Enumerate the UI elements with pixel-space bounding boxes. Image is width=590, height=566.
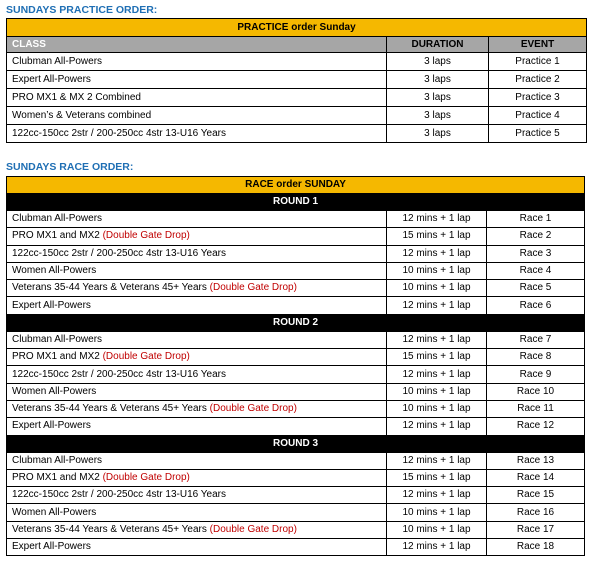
race-row bbox=[7, 400, 585, 417]
race-event-cell: Race 10 bbox=[487, 383, 585, 400]
race-row bbox=[7, 452, 585, 469]
practice-banner: PRACTICE order Sunday bbox=[7, 19, 587, 37]
practice-event-cell: Practice 1 bbox=[489, 53, 587, 71]
round-title: ROUND 2 bbox=[7, 314, 585, 331]
race-duration-cell: 10 mins + 1 lap bbox=[387, 262, 487, 279]
race-class-cell bbox=[7, 452, 387, 469]
round-header-row bbox=[7, 314, 585, 331]
race-class-cell bbox=[7, 228, 387, 245]
race-event-cell: Race 8 bbox=[487, 349, 585, 366]
race-class-cell bbox=[7, 262, 387, 279]
race-event-cell: Race 15 bbox=[487, 487, 585, 504]
practice-duration-cell: 3 laps bbox=[387, 89, 489, 107]
race-event-cell: Race 3 bbox=[487, 245, 585, 262]
practice-event-cell: Practice 4 bbox=[489, 107, 587, 125]
race-duration-cell: 12 mins + 1 lap bbox=[387, 297, 487, 314]
race-class-text: Women All-Powers bbox=[12, 385, 97, 397]
race-row bbox=[7, 245, 585, 262]
race-event-cell: Race 1 bbox=[487, 211, 585, 228]
practice-row bbox=[7, 89, 587, 107]
race-event-cell: Race 17 bbox=[487, 521, 585, 538]
race-duration-cell: 10 mins + 1 lap bbox=[387, 504, 487, 521]
race-event-cell: Race 16 bbox=[487, 504, 585, 521]
race-class-cell bbox=[7, 366, 387, 383]
race-duration-cell: 10 mins + 1 lap bbox=[387, 280, 487, 297]
practice-duration-cell: 3 laps bbox=[387, 107, 489, 125]
header-class: CLASS bbox=[7, 37, 387, 53]
practice-duration-cell: 3 laps bbox=[387, 71, 489, 89]
race-event-cell: Race 7 bbox=[487, 331, 585, 348]
race-class-text: Clubman All-Powers bbox=[12, 454, 103, 466]
header-event: EVENT bbox=[489, 37, 587, 53]
race-row bbox=[7, 504, 585, 521]
race-row bbox=[7, 349, 585, 366]
double-gate-drop-note: (Double Gate Drop) bbox=[102, 472, 190, 483]
race-class-text: Expert All-Powers bbox=[12, 420, 91, 432]
race-class-text: Veterans 35-44 Years & Veterans 45+ Years bbox=[12, 523, 210, 535]
race-class-text: Veterans 35-44 Years & Veterans 45+ Years bbox=[12, 403, 210, 415]
race-event-cell: Race 13 bbox=[487, 452, 585, 469]
race-event-cell: Race 12 bbox=[487, 418, 585, 435]
race-event-cell: Race 6 bbox=[487, 297, 585, 314]
race-table bbox=[6, 176, 585, 556]
race-row bbox=[7, 487, 585, 504]
race-class-text: Clubman All-Powers bbox=[12, 213, 103, 225]
race-duration-cell: 10 mins + 1 lap bbox=[387, 400, 487, 417]
double-gate-drop-note: (Double Gate Drop) bbox=[209, 282, 297, 294]
race-row bbox=[7, 228, 585, 245]
practice-header-row bbox=[7, 37, 587, 53]
race-class-cell bbox=[7, 245, 387, 262]
practice-table bbox=[6, 18, 587, 143]
race-class-text: Women All-Powers bbox=[12, 506, 97, 518]
practice-class-cell: Clubman All-Powers bbox=[7, 53, 387, 71]
practice-class-cell: 122cc-150cc 2str / 200-250cc 4str 13-U16 Years bbox=[7, 125, 387, 143]
race-class-cell bbox=[7, 539, 387, 556]
race-row bbox=[7, 211, 585, 228]
race-class-text: Expert All-Powers bbox=[12, 299, 91, 311]
race-row bbox=[7, 280, 585, 297]
race-duration-cell: 12 mins + 1 lap bbox=[387, 539, 487, 556]
race-class-text: PRO MX1 and MX2 bbox=[12, 351, 103, 363]
race-class-cell bbox=[7, 349, 387, 366]
practice-event-cell: Practice 2 bbox=[489, 71, 587, 89]
race-duration-cell: 15 mins + 1 lap bbox=[387, 469, 487, 486]
race-event-cell: Race 14 bbox=[487, 469, 585, 486]
practice-row bbox=[7, 53, 587, 71]
practice-class-cell: Women’s & Veterans combined bbox=[7, 107, 387, 125]
race-row bbox=[7, 297, 585, 314]
race-row bbox=[7, 418, 585, 435]
race-duration-cell: 12 mins + 1 lap bbox=[387, 418, 487, 435]
race-event-cell: Race 11 bbox=[487, 400, 585, 417]
race-class-text: 122cc-150cc 2str / 200-250cc 4str 13-U16 Years bbox=[12, 247, 227, 259]
race-event-cell: Race 5 bbox=[487, 280, 585, 297]
practice-duration-cell: 3 laps bbox=[387, 53, 489, 71]
practice-row bbox=[7, 71, 587, 89]
race-section-title: SUNDAYS RACE ORDER: bbox=[6, 161, 134, 173]
race-row bbox=[7, 469, 585, 486]
race-class-cell bbox=[7, 400, 387, 417]
race-row bbox=[7, 331, 585, 348]
practice-section-title: SUNDAYS PRACTICE ORDER: bbox=[6, 4, 158, 16]
race-duration-cell: 12 mins + 1 lap bbox=[387, 331, 487, 348]
race-duration-cell: 15 mins + 1 lap bbox=[387, 228, 487, 245]
race-class-cell bbox=[7, 280, 387, 297]
race-row bbox=[7, 262, 585, 279]
practice-event-cell: Practice 3 bbox=[489, 89, 587, 107]
race-class-text: PRO MX1 and MX2 bbox=[12, 230, 103, 242]
race-duration-cell: 12 mins + 1 lap bbox=[387, 452, 487, 469]
double-gate-drop-note: (Double Gate Drop) bbox=[209, 523, 297, 535]
race-event-cell: Race 18 bbox=[487, 539, 585, 556]
double-gate-drop-note: (Double Gate Drop) bbox=[209, 403, 297, 415]
race-event-cell: Race 4 bbox=[487, 262, 585, 279]
round-header-row bbox=[7, 435, 585, 452]
race-banner: RACE order SUNDAY bbox=[7, 177, 585, 194]
round-title: ROUND 3 bbox=[7, 435, 585, 452]
header-duration: DURATION bbox=[387, 37, 489, 53]
race-class-text: 122cc-150cc 2str / 200-250cc 4str 13-U16 Years bbox=[12, 368, 227, 380]
race-class-cell bbox=[7, 331, 387, 348]
race-row bbox=[7, 521, 585, 538]
race-class-text: Clubman All-Powers bbox=[12, 333, 103, 345]
race-class-cell bbox=[7, 211, 387, 228]
race-duration-cell: 12 mins + 1 lap bbox=[387, 245, 487, 262]
practice-duration-cell: 3 laps bbox=[387, 125, 489, 143]
race-class-cell bbox=[7, 418, 387, 435]
race-row bbox=[7, 539, 585, 556]
race-class-cell bbox=[7, 504, 387, 521]
practice-banner-row bbox=[7, 19, 587, 37]
race-class-cell bbox=[7, 487, 387, 504]
race-row bbox=[7, 366, 585, 383]
double-gate-drop-note: (Double Gate Drop) bbox=[102, 351, 190, 363]
race-duration-cell: 12 mins + 1 lap bbox=[387, 487, 487, 504]
practice-class-cell: Expert All-Powers bbox=[7, 71, 387, 89]
race-class-cell bbox=[7, 521, 387, 538]
race-class-text: Women All-Powers bbox=[12, 265, 97, 277]
race-class-text: 122cc-150cc 2str / 200-250cc 4str 13-U16 Years bbox=[12, 489, 227, 501]
race-row bbox=[7, 383, 585, 400]
double-gate-drop-note: (Double Gate Drop) bbox=[102, 230, 190, 242]
race-duration-cell: 15 mins + 1 lap bbox=[387, 349, 487, 366]
race-event-cell: Race 9 bbox=[487, 366, 585, 383]
practice-class-cell: PRO MX1 & MX 2 Combined bbox=[7, 89, 387, 107]
race-duration-cell: 12 mins + 1 lap bbox=[387, 366, 487, 383]
practice-event-cell: Practice 5 bbox=[489, 125, 587, 143]
race-class-cell bbox=[7, 469, 387, 486]
race-duration-cell: 12 mins + 1 lap bbox=[387, 211, 487, 228]
race-duration-cell: 10 mins + 1 lap bbox=[387, 521, 487, 538]
race-class-text: Expert All-Powers bbox=[12, 541, 91, 553]
race-class-text: PRO MX1 and MX2 bbox=[12, 472, 103, 483]
race-duration-cell: 10 mins + 1 lap bbox=[387, 383, 487, 400]
round-header-row bbox=[7, 194, 585, 211]
practice-row bbox=[7, 125, 587, 143]
race-class-cell bbox=[7, 383, 387, 400]
race-class-cell bbox=[7, 297, 387, 314]
round-title: ROUND 1 bbox=[7, 194, 585, 211]
practice-row bbox=[7, 107, 587, 125]
race-class-text: Veterans 35-44 Years & Veterans 45+ Years bbox=[12, 282, 210, 294]
race-banner-row bbox=[7, 177, 585, 194]
race-event-cell: Race 2 bbox=[487, 228, 585, 245]
